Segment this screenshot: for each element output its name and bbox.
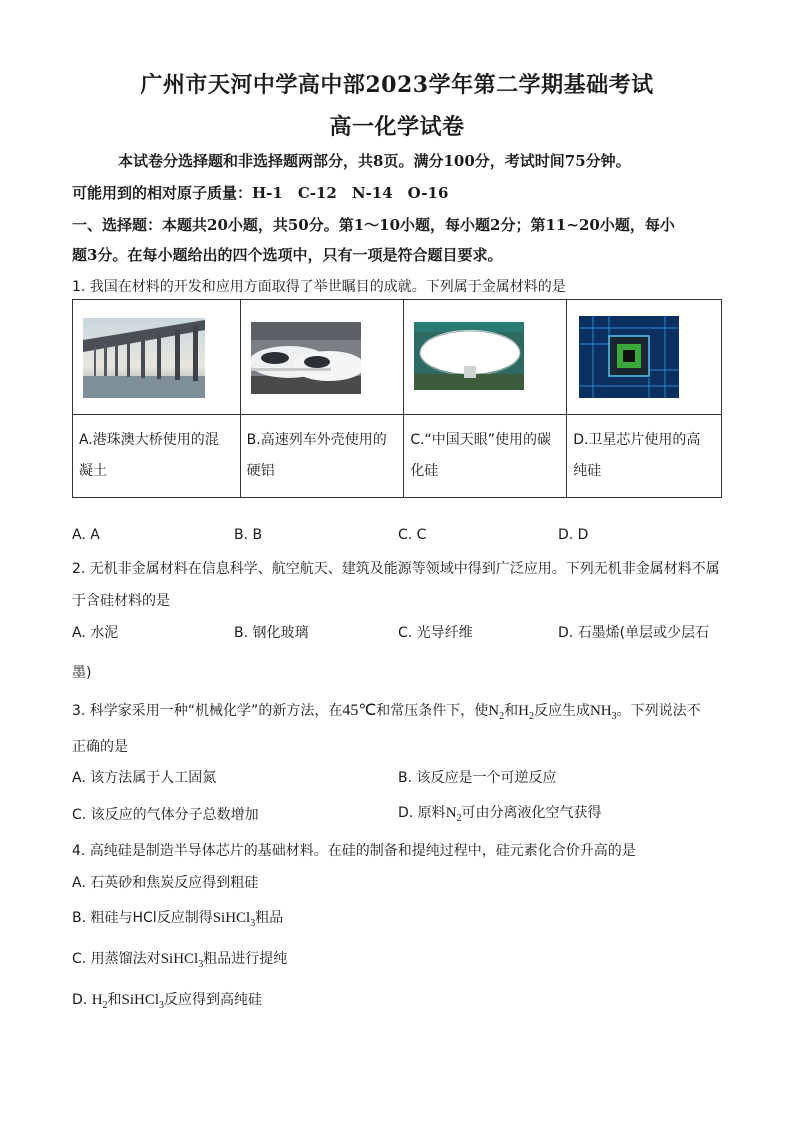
q4-option-d-part-b: 反应得到高纯硅 [164,992,263,1008]
q3-option-d-part-a: D. 原料 [398,805,446,821]
q3-stem-line2: 正确的是 [72,739,128,755]
q3-option-d[interactable] [398,802,602,824]
q4-option-d-formula [121,992,165,1011]
q1-image-cell-b [240,300,404,415]
q3-temperature: 45℃ [342,702,377,719]
q1-stem: 1. 我国在材料的开发和应用方面取得了举世瞩目的成就。下列属于金属材料的是 [72,279,566,295]
q3-h2-formula [518,703,534,722]
q3-stem-part-d: 。下列说法不 [616,703,701,719]
section-heading-line1: 一、选择题：本题共20小题，共50分。第1～10小题，每小题2分；第11~20小题，每小 [72,216,675,234]
q1-cell-b-line1: B.高速列车外壳使用的 [246,432,387,448]
q1-option-d-text [567,415,722,498]
q4-option-c-part-b: 粗品进行提纯 [203,951,288,967]
q2-option-d[interactable]: D. 石墨烯(单层或少层石 [558,625,710,641]
q1-option-b-text [240,415,404,498]
q4-option-b-symbol: SiHCl [212,910,251,926]
train-photo-icon [251,322,371,402]
q4-option-d-h-subscript: 2 [102,1000,108,1011]
q4-option-c-subscript: 3 [198,959,204,970]
q4-option-b-formula [212,910,256,929]
q3-h2-symbol: H [518,703,529,719]
q1-image-cell-a [73,300,241,415]
q3-option-d-part-b: 可由分离液化空气获得 [461,805,602,821]
q4-option-c-part-a: C. 用蒸馏法对 [72,951,161,967]
q1-materials-table [72,299,722,498]
exam-intro: 本试卷分选择题和非选择题两部分，共8页。满分100分，考试时间75分钟。 [118,152,631,170]
q3-option-a[interactable]: A. 该方法属于人工固氮 [72,770,217,786]
q4-option-d-and: 和 [107,992,122,1008]
q4-option-b[interactable] [72,907,283,929]
q1-option-c-text [404,415,567,498]
q3-and: 和 [504,703,519,719]
q4-option-d-h-symbol: H [91,992,103,1008]
q3-n2-subscript: 2 [499,711,505,722]
q4-option-c-symbol: SiHCl [160,951,199,967]
q1-cell-d-line2: 纯硅 [573,463,602,479]
exam-subtitle: 高一化学试卷 [329,114,465,140]
q1-option-a[interactable]: A. A [72,527,100,543]
q3-nh3-subscript: 3 [611,711,617,722]
chip-photo-icon [579,316,679,398]
q1-cell-c-line2: 化硅 [410,463,439,479]
q3-nh3-formula [589,703,617,722]
q4-option-b-subscript: 3 [250,918,256,929]
q2-option-c[interactable]: C. 光导纤维 [398,625,473,641]
q4-option-d-symbol: SiHCl [121,992,160,1008]
q4-option-d-subscript: 3 [159,1000,165,1011]
q4-option-c[interactable] [72,948,287,970]
q3-stem-part-b: 和常压条件下，使 [376,703,489,719]
q3-stem-part-a: 3. 科学家采用一种“机械化学”的新方法，在 [72,703,343,719]
q3-option-d-subscript: 2 [456,813,462,824]
telescope-photo-icon [414,322,534,402]
q3-option-c[interactable]: C. 该反应的气体分子总数增加 [72,807,259,823]
q2-stem-line2: 于含硅材料的是 [72,593,170,609]
exam-title: 广州市天河中学高中部2023学年第二学期基础考试 [140,72,654,98]
q3-option-d-symbol: N [445,805,457,821]
q4-option-d-part-a: D. [72,992,88,1008]
q3-n2-symbol: N [488,703,500,719]
section-heading-line2: 题3分。在每小题给出的四个选项中，只有一项是符合题目要求。 [72,246,503,264]
q4-option-b-part-a: B. 粗硅与HCl反应制得 [72,910,213,926]
q1-option-b[interactable]: B. B [234,527,263,543]
q2-stem-line1: 2. 无机非金属材料在信息科学、航空航天、建筑及能源等领域中得到广泛应用。下列无机非金属材料不属 [72,561,720,577]
q1-option-a-text [73,415,241,498]
q4-option-d-h2-formula [91,992,108,1011]
q3-stem-line1 [72,700,701,722]
q4-option-d[interactable] [72,989,262,1011]
q1-option-d[interactable]: D. D [558,527,589,543]
q3-h2-subscript: 2 [528,711,534,722]
q3-option-b[interactable]: B. 该反应是一个可逆反应 [398,770,557,786]
q1-cell-a-line2: 凝土 [79,463,107,479]
q1-cell-d-line1: D.卫星芯片使用的高 [573,432,701,448]
q1-option-c[interactable]: C. C [398,527,427,543]
q4-stem: 4. 高纯硅是制造半导体芯片的基础材料。在硅的制备和提纯过程中，硅元素化合价升高的是 [72,843,636,859]
q3-nh3-symbol: NH [589,703,612,719]
q4-option-b-part-b: 粗品 [255,910,284,926]
q1-cell-c-line1: C.“中国天眼”使用的碳 [410,432,552,448]
q1-image-cell-d [567,300,722,415]
q3-option-d-formula [445,805,462,824]
q4-option-a[interactable]: A. 石英砂和焦炭反应得到粗硅 [72,875,259,891]
q1-image-cell-c [404,300,567,415]
atomic-masses: 可能用到的相对原子质量：H-1 C-12 N-14 O-16 [72,184,449,202]
bridge-photo-icon [83,318,205,398]
q2-option-a[interactable]: A. 水泥 [72,625,119,641]
q4-option-c-formula [160,951,204,970]
q1-cell-a-line1: A.港珠澳大桥使用的混 [79,432,219,448]
q2-option-d-continued: 墨) [72,665,92,681]
q2-option-b[interactable]: B. 钢化玻璃 [234,625,309,641]
q3-stem-part-c: 反应生成 [533,703,590,719]
q3-n2-formula [488,703,505,722]
q1-cell-b-line2: 硬铝 [246,463,275,479]
